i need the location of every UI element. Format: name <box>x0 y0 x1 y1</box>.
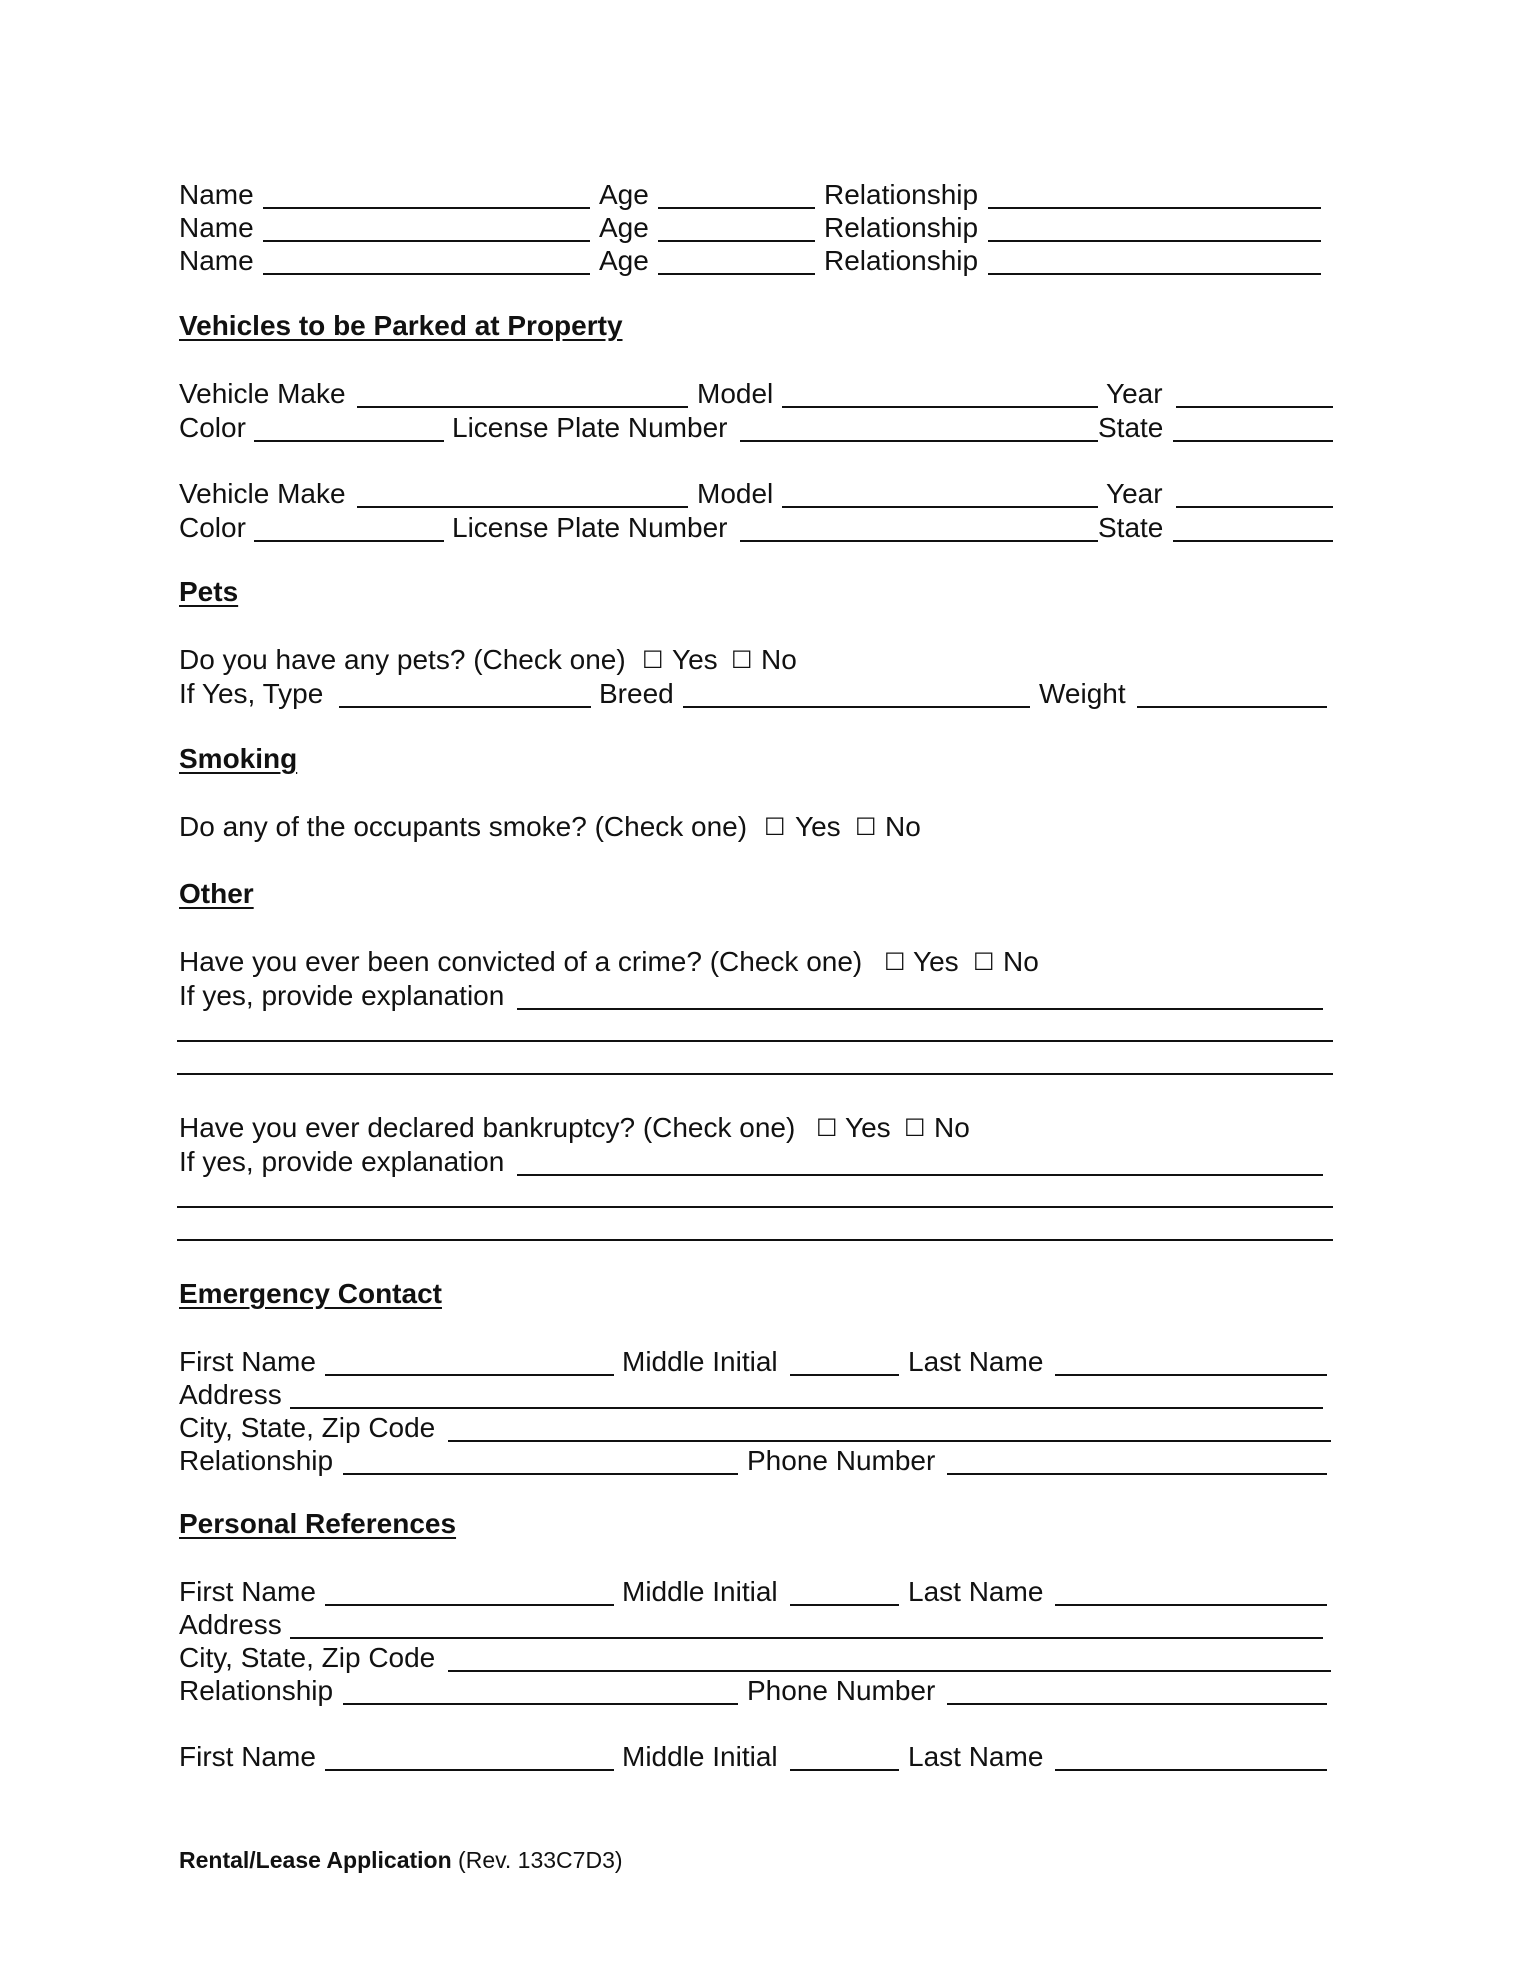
smoking-yes-checkbox[interactable]: ☐ <box>764 813 786 841</box>
license-plate-field[interactable] <box>740 440 1098 442</box>
last-name-label: Last Name <box>908 1346 1044 1377</box>
first-name-field[interactable] <box>325 1604 614 1606</box>
crime-yes-label: Yes <box>913 946 959 977</box>
year-field[interactable] <box>1176 406 1333 408</box>
state-label: State <box>1098 412 1164 443</box>
address-label: Address <box>179 1379 282 1410</box>
pets-yes-checkbox[interactable]: ☐ <box>642 646 664 674</box>
smoking-no-label: No <box>885 811 921 842</box>
bankruptcy-explanation-field[interactable] <box>517 1174 1323 1176</box>
year-label: Year <box>1106 378 1163 409</box>
breed-label: Breed <box>599 678 674 709</box>
color-label: Color <box>179 512 246 543</box>
pets-no-label: No <box>761 644 797 675</box>
license-plate-label: License Plate Number <box>452 512 728 543</box>
relationship-label: Relationship <box>824 245 979 276</box>
vehicle-make-label: Vehicle Make <box>179 378 346 409</box>
crime-explanation-label: If yes, provide explanation <box>179 980 505 1011</box>
city-state-zip-field[interactable] <box>448 1670 1331 1672</box>
year-label: Year <box>1106 478 1163 509</box>
bankruptcy-question: Have you ever declared bankruptcy? (Check one) <box>179 1112 796 1143</box>
breed-field[interactable] <box>683 706 1030 708</box>
crime-question: Have you ever been convicted of a crime? (Check one) <box>179 946 863 977</box>
weight-label: Weight <box>1039 678 1126 709</box>
smoking-heading: Smoking <box>179 743 298 774</box>
model-label: Model <box>697 378 774 409</box>
middle-initial-label: Middle Initial <box>622 1346 778 1377</box>
relationship-label: Relationship <box>179 1445 334 1476</box>
pets-yes-label: Yes <box>672 644 718 675</box>
references-heading: Personal References <box>179 1508 457 1539</box>
footer <box>179 1849 623 1872</box>
color-label: Color <box>179 412 246 443</box>
smoking-question: Do any of the occupants smoke? (Check one) <box>179 811 748 842</box>
phone-number-field[interactable] <box>947 1703 1327 1705</box>
license-plate-label: License Plate Number <box>452 412 728 443</box>
crime-explanation-line-2[interactable] <box>177 1040 1333 1042</box>
name-field[interactable] <box>263 240 590 242</box>
last-name-label: Last Name <box>908 1741 1044 1772</box>
name-field[interactable] <box>263 207 590 209</box>
bankruptcy-explanation-line-3[interactable] <box>177 1239 1333 1241</box>
middle-initial-label: Middle Initial <box>622 1576 778 1607</box>
relationship-label: Relationship <box>824 212 979 243</box>
last-name-field[interactable] <box>1055 1604 1327 1606</box>
age-field[interactable] <box>658 207 815 209</box>
city-state-zip-label: City, State, Zip Code <box>179 1642 436 1673</box>
state-field[interactable] <box>1173 540 1333 542</box>
bankruptcy-explanation-label: If yes, provide explanation <box>179 1146 505 1177</box>
first-name-label: First Name <box>179 1741 316 1772</box>
footer-revision: (Rev. 133C7D3) <box>458 1847 623 1873</box>
age-label: Age <box>599 212 649 243</box>
license-plate-field[interactable] <box>740 540 1098 542</box>
city-state-zip-field[interactable] <box>448 1440 1331 1442</box>
first-name-label: First Name <box>179 1576 316 1607</box>
name-label: Name <box>179 245 254 276</box>
pet-type-label: If Yes, Type <box>179 678 324 709</box>
middle-initial-field[interactable] <box>790 1374 899 1376</box>
relationship-field[interactable] <box>343 1473 738 1475</box>
last-name-field[interactable] <box>1055 1374 1327 1376</box>
smoking-no-checkbox[interactable]: ☐ <box>855 813 877 841</box>
vehicles-heading: Vehicles to be Parked at Property <box>179 310 623 341</box>
name-label: Name <box>179 212 254 243</box>
phone-number-label: Phone Number <box>747 1675 936 1706</box>
pets-heading: Pets <box>179 576 239 607</box>
age-field[interactable] <box>658 240 815 242</box>
color-field[interactable] <box>254 540 444 542</box>
age-label: Age <box>599 245 649 276</box>
last-name-label: Last Name <box>908 1576 1044 1607</box>
crime-explanation-field[interactable] <box>517 1008 1323 1010</box>
relationship-field[interactable] <box>988 273 1321 275</box>
color-field[interactable] <box>254 440 444 442</box>
pet-type-field[interactable] <box>339 706 591 708</box>
footer-title: Rental/Lease Application <box>179 1847 452 1873</box>
last-name-field[interactable] <box>1055 1769 1327 1771</box>
crime-no-checkbox[interactable]: ☐ <box>973 948 995 976</box>
vehicle-make-label: Vehicle Make <box>179 478 346 509</box>
phone-number-field[interactable] <box>947 1473 1327 1475</box>
bankruptcy-explanation-line-2[interactable] <box>177 1206 1333 1208</box>
weight-field[interactable] <box>1137 706 1327 708</box>
relationship-field[interactable] <box>988 240 1321 242</box>
model-label: Model <box>697 478 774 509</box>
middle-initial-field[interactable] <box>790 1604 899 1606</box>
relationship-field[interactable] <box>343 1703 738 1705</box>
crime-explanation-line-3[interactable] <box>177 1073 1333 1075</box>
other-heading: Other <box>179 878 254 909</box>
relationship-field[interactable] <box>988 207 1321 209</box>
first-name-field[interactable] <box>325 1374 614 1376</box>
phone-number-label: Phone Number <box>747 1445 936 1476</box>
vehicle-make-field[interactable] <box>357 406 688 408</box>
name-label: Name <box>179 179 254 210</box>
name-field[interactable] <box>263 273 590 275</box>
model-field[interactable] <box>782 406 1098 408</box>
first-name-label: First Name <box>179 1346 316 1377</box>
model-field[interactable] <box>782 506 1098 508</box>
year-field[interactable] <box>1176 506 1333 508</box>
age-label: Age <box>599 179 649 210</box>
state-field[interactable] <box>1173 440 1333 442</box>
state-label: State <box>1098 512 1164 543</box>
emergency-heading: Emergency Contact <box>179 1278 442 1309</box>
bankruptcy-yes-label: Yes <box>845 1112 891 1143</box>
first-name-field[interactable] <box>325 1769 614 1771</box>
crime-no-label: No <box>1003 946 1039 977</box>
address-field[interactable] <box>290 1637 1323 1639</box>
city-state-zip-label: City, State, Zip Code <box>179 1412 436 1443</box>
address-field[interactable] <box>290 1407 1323 1409</box>
relationship-label: Relationship <box>824 179 979 210</box>
relationship-label: Relationship <box>179 1675 334 1706</box>
pets-question: Do you have any pets? (Check one) <box>179 644 626 675</box>
crime-yes-checkbox[interactable]: ☐ <box>884 948 906 976</box>
age-field[interactable] <box>658 273 815 275</box>
pets-no-checkbox[interactable]: ☐ <box>731 646 753 674</box>
bankruptcy-no-label: No <box>934 1112 970 1143</box>
bankruptcy-no-checkbox[interactable]: ☐ <box>904 1114 926 1142</box>
bankruptcy-yes-checkbox[interactable]: ☐ <box>816 1114 838 1142</box>
middle-initial-field[interactable] <box>790 1769 899 1771</box>
smoking-yes-label: Yes <box>795 811 841 842</box>
vehicle-make-field[interactable] <box>357 506 688 508</box>
address-label: Address <box>179 1609 282 1640</box>
middle-initial-label: Middle Initial <box>622 1741 778 1772</box>
